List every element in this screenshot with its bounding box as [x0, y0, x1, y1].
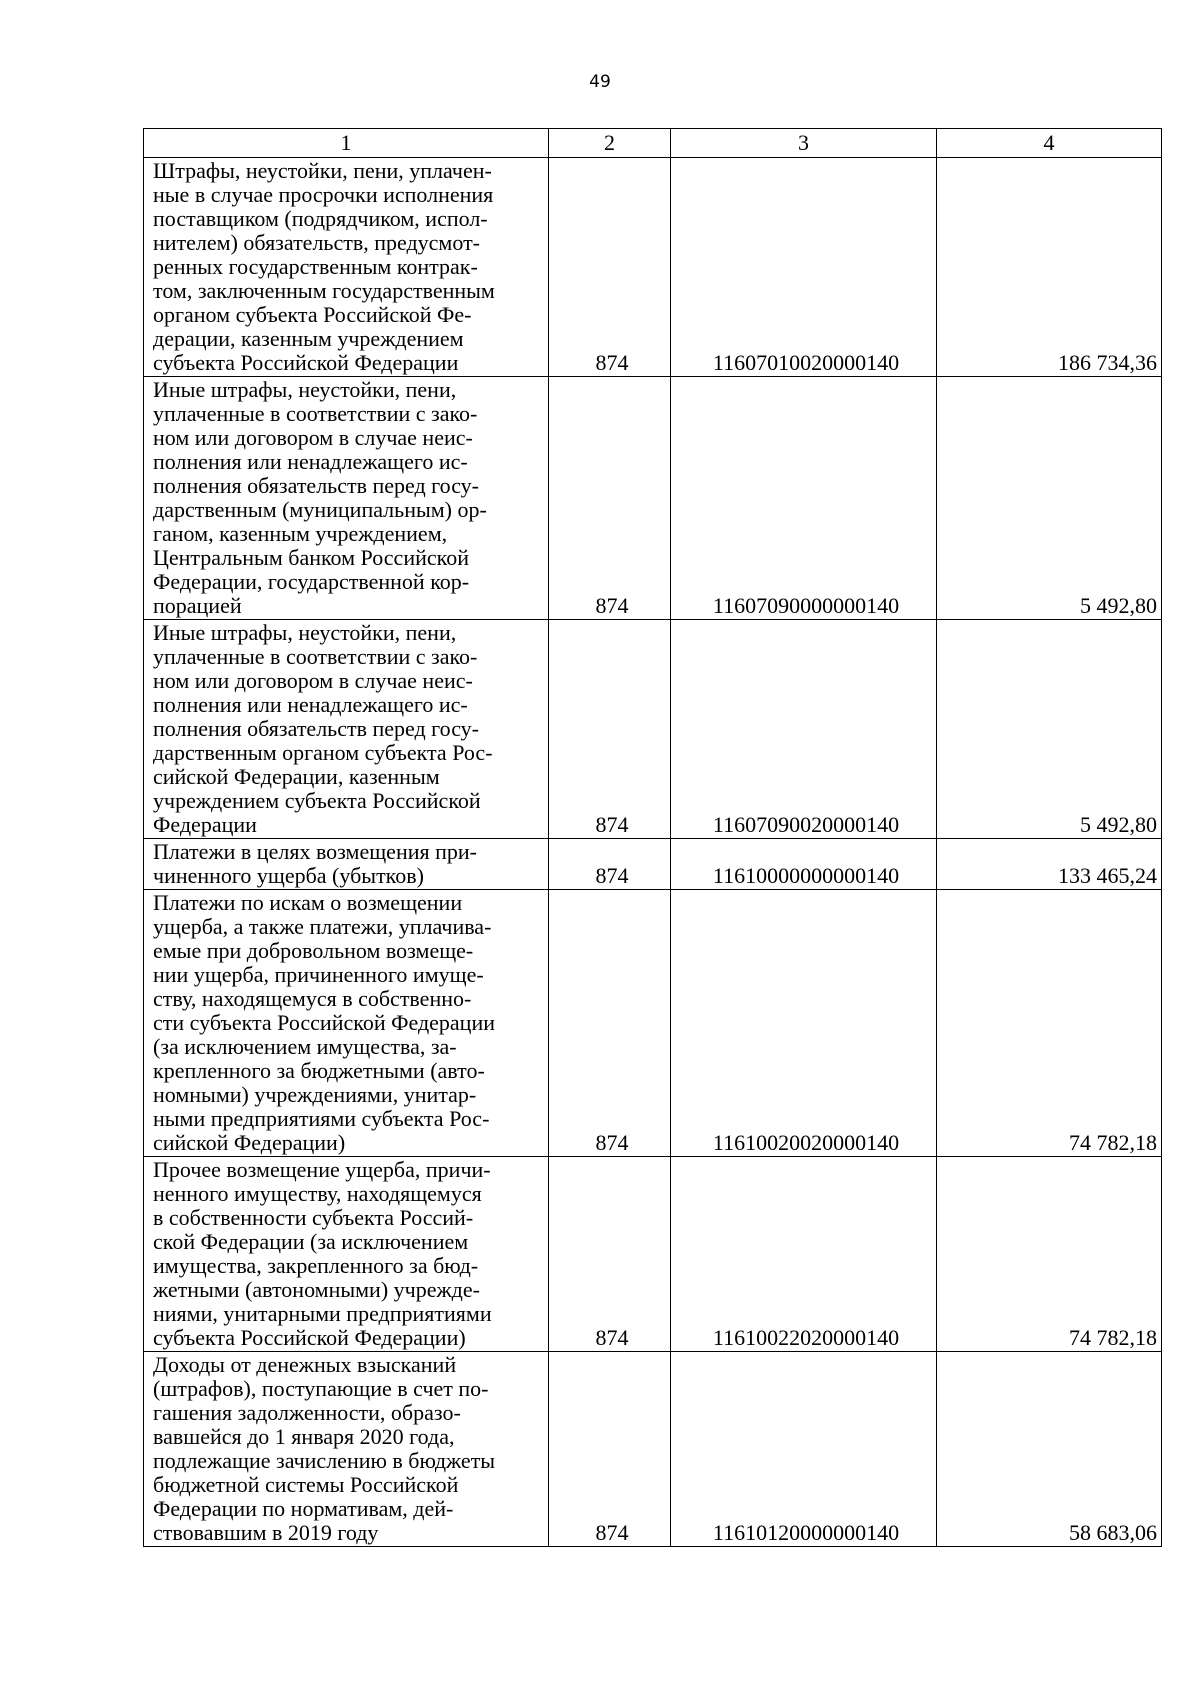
admin-code-cell: 874 [549, 620, 671, 839]
revenue-name-line: ном или договором в случае неис- [153, 425, 473, 450]
revenue-name-line: дарственным органом субъекта Рос- [153, 740, 493, 765]
page-number: 49 [589, 72, 611, 92]
revenue-name-line: Платежи по искам о возмещении [153, 890, 463, 915]
revenue-name-line: дарственным (муниципальным) ор- [153, 497, 487, 522]
admin-code-cell: 874 [549, 839, 671, 890]
table-row [144, 839, 1162, 890]
revenue-name-line: том, заключенным государственным [153, 278, 495, 303]
amount-cell: 5 492,80 [937, 377, 1162, 620]
header-cell-4: 4 [937, 129, 1162, 158]
revenue-name-line: бюджетной системы Российской [153, 1472, 459, 1497]
amount-cell: 133 465,24 [937, 839, 1162, 890]
revenue-name-line: Иные штрафы, неустойки, пени, [153, 377, 457, 402]
table-row [144, 1157, 1162, 1352]
revenue-name-line: ству, находящемуся в собственно- [153, 986, 472, 1011]
revenue-name-cell [144, 377, 549, 620]
revenue-name-line: Федерации по нормативам, дей- [153, 1496, 454, 1521]
revenue-name-line: ном или договором в случае неис- [153, 668, 473, 693]
header-cell-2: 2 [549, 129, 671, 158]
budget-classification-code-cell: 11610022020000140 [671, 1157, 937, 1352]
revenue-name-line: Платежи в целях возмещения при- [153, 839, 477, 864]
revenue-name-line: в собственности субъекта Россий- [153, 1205, 474, 1230]
table-row [144, 1352, 1162, 1547]
revenue-name-line: полнения или ненадлежащего ис- [153, 692, 468, 717]
budget-classification-code-cell: 11610020020000140 [671, 890, 937, 1157]
budget-classification-code-cell: 11610120000000140 [671, 1352, 937, 1547]
revenue-name-line: ствовавшим в 2019 году [153, 1520, 379, 1545]
revenue-name-line: полнения обязательств перед госу- [153, 716, 480, 741]
revenue-name-line: поставщиком (подрядчиком, испол- [153, 206, 488, 231]
revenue-name-line: Доходы от денежных взысканий [153, 1352, 457, 1377]
admin-code-cell: 874 [549, 377, 671, 620]
revenue-name-line: субъекта Российской Федерации [153, 350, 459, 375]
revenue-name-line: полнения или ненадлежащего ис- [153, 449, 468, 474]
admin-code-cell: 874 [549, 890, 671, 1157]
revenue-name-line: полнения обязательств перед госу- [153, 473, 480, 498]
revenue-name-cell [144, 1352, 549, 1547]
amount-cell: 74 782,18 [937, 1157, 1162, 1352]
revenue-name-cell [144, 839, 549, 890]
revenue-name-line: Федерации [153, 812, 257, 837]
revenue-name-line: Федерации, государственной кор- [153, 569, 470, 594]
revenue-name-line: емые при добровольном возмеще- [153, 938, 474, 963]
revenue-name-line: сийской Федерации, казенным [153, 764, 440, 789]
revenue-name-cell [144, 158, 549, 377]
revenue-name-line: сийской Федерации) [153, 1130, 346, 1155]
revenue-name-line: жетными (автономными) учрежде- [153, 1277, 480, 1302]
amount-cell: 74 782,18 [937, 890, 1162, 1157]
budget-classification-code-cell: 11607090000000140 [671, 377, 937, 620]
revenue-name-line: (за исключением имущества, за- [153, 1034, 457, 1059]
table-row [144, 158, 1162, 377]
revenue-name-line: вавшейся до 1 января 2020 года, [153, 1424, 455, 1449]
revenue-name-line: (штрафов), поступающие в счет по- [153, 1376, 489, 1401]
revenue-name-line: ганом, казенным учреждением, [153, 521, 448, 546]
revenue-name-line: уплаченные в соответствии с зако- [153, 401, 478, 426]
header-cell-1: 1 [144, 129, 549, 158]
revenue-name-line: ренных государственным контрак- [153, 254, 478, 279]
admin-code-cell: 874 [549, 158, 671, 377]
revenue-name-line: Иные штрафы, неустойки, пени, [153, 620, 457, 645]
budget-table [143, 128, 1162, 1547]
table-body [144, 158, 1162, 1547]
revenue-name-line: ные в случае просрочки исполнения [153, 182, 494, 207]
revenue-name-line: ущерба, а также платежи, уплачива- [153, 914, 492, 939]
budget-classification-code-cell: 11610000000000140 [671, 839, 937, 890]
budget-classification-code-cell: 11607010020000140 [671, 158, 937, 377]
amount-cell: 186 734,36 [937, 158, 1162, 377]
revenue-name-line: учреждением субъекта Российской [153, 788, 481, 813]
revenue-name-line: нителем) обязательств, предусмот- [153, 230, 481, 255]
revenue-name-line: имущества, закрепленного за бюд- [153, 1253, 479, 1278]
revenue-name-line: подлежащие зачислению в бюджеты [153, 1448, 496, 1473]
revenue-name-cell [144, 620, 549, 839]
revenue-name-line: Штрафы, неустойки, пени, уплачен- [153, 158, 492, 183]
revenue-name-line: сти субъекта Российской Федерации [153, 1010, 495, 1035]
table-row [144, 620, 1162, 839]
revenue-name-line: органом субъекта Российской Фе- [153, 302, 472, 327]
revenue-name-line: нии ущерба, причиненного имуще- [153, 962, 484, 987]
revenue-name-line: ской Федерации (за исключением [153, 1229, 469, 1254]
amount-cell: 5 492,80 [937, 620, 1162, 839]
revenue-name-cell [144, 1157, 549, 1352]
revenue-name-line: ными предприятиями субъекта Рос- [153, 1106, 490, 1131]
revenue-name-line: уплаченные в соответствии с зако- [153, 644, 478, 669]
header-row [144, 129, 1162, 158]
revenue-name-line: порацией [153, 593, 242, 618]
revenue-name-line: субъекта Российской Федерации) [153, 1325, 466, 1350]
admin-code-cell: 874 [549, 1352, 671, 1547]
budget-classification-code-cell: 11607090020000140 [671, 620, 937, 839]
table-header [144, 129, 1162, 158]
revenue-name-line: гашения задолженности, образо- [153, 1400, 461, 1425]
revenue-name-line: Центральным банком Российской [153, 545, 469, 570]
revenue-name-line: дерации, казенным учреждением [153, 326, 464, 351]
amount-cell: 58 683,06 [937, 1352, 1162, 1547]
revenue-name-line: чиненного ущерба (убытков) [153, 863, 424, 888]
header-cell-3: 3 [671, 129, 937, 158]
table-row [144, 890, 1162, 1157]
revenue-name-line: Прочее возмещение ущерба, причи- [153, 1157, 491, 1182]
revenue-name-cell [144, 890, 549, 1157]
revenue-name-line: ненного имуществу, находящемуся [153, 1181, 482, 1206]
revenue-name-line: ниями, унитарными предприятиями [153, 1301, 492, 1326]
table-row [144, 377, 1162, 620]
admin-code-cell: 874 [549, 1157, 671, 1352]
revenue-name-line: крепленного за бюджетными (авто- [153, 1058, 485, 1083]
revenue-name-line: номными) учреждениями, унитар- [153, 1082, 477, 1107]
